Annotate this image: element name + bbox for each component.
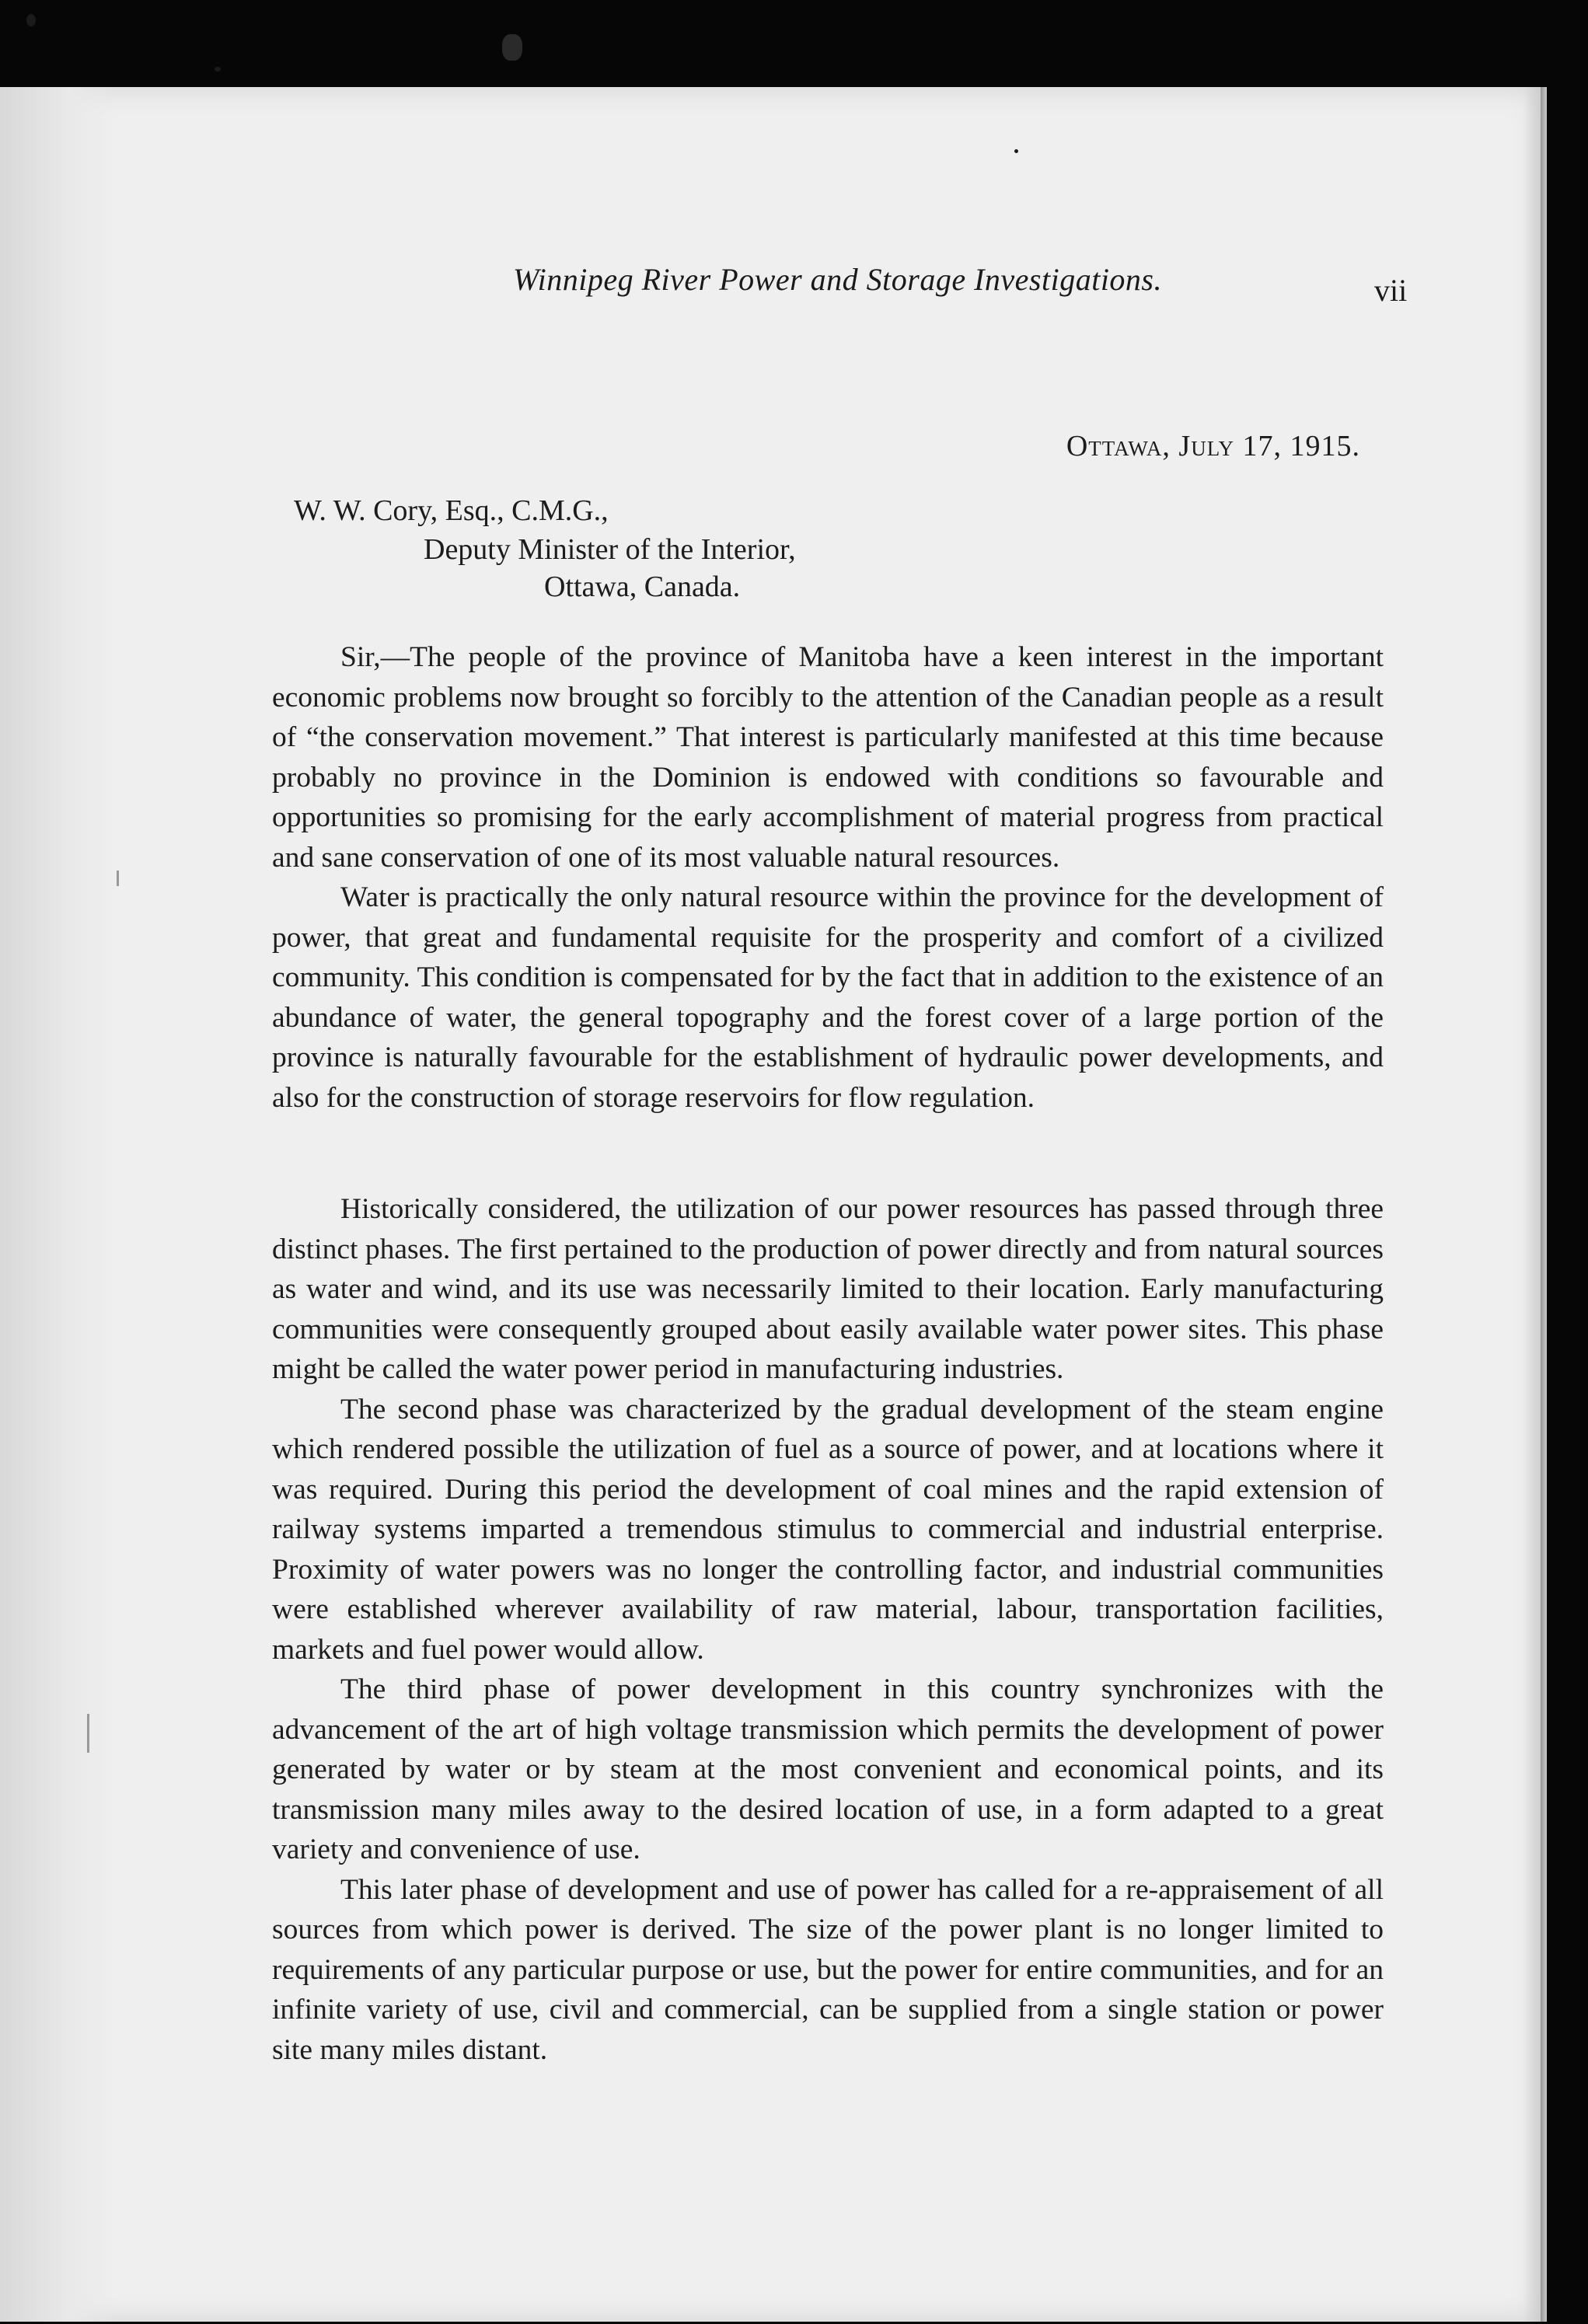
dateline: Ottawa, July 17, 1915. <box>1066 430 1360 462</box>
letter-body-lower <box>272 1189 1384 2070</box>
running-head: Winnipeg River Power and Storage Investigations. <box>513 262 1162 297</box>
letter-body-upper <box>272 637 1384 1118</box>
addressee-name: W. W. Cory, Esq., C.M.G., <box>294 494 609 527</box>
scan-artifact-blot <box>502 34 522 61</box>
margin-mark <box>117 871 119 886</box>
page-number: vii <box>1374 273 1408 308</box>
page-gutter-shadow <box>0 87 117 2322</box>
paragraph: The second phase was characterized by the gradual development of the steam engine which rendered possible the utilization of fuel as a source of power, and at locations where it was required. During this period the development of coal mines and the rapid extension of railway systems imparted a tremendous stimulus to commercial and industrial enterprise. Proximity of water powers was no longer the controlling factor, and industrial communities were established wherever availability of raw material, labour, transportation facilities, markets and fuel power would allow. <box>272 1393 1384 1666</box>
paragraph: The third phase of power development in this country synchronizes with the advancement of the art of high voltage transmission which permits the development of power generated by water or by steam at the most convenient and economical points, and its transmission many miles away to the desired location of use, in a form adapted to a great variety and convenience of use. <box>272 1673 1384 1865</box>
paragraph: Water is practically the only natural resource within the province for the development of power, that great and fundamental requisite for the prosperity and comfort of a civilized community. This condition is compensated for by the fact that in addition to the existence of an abundance of water, the general topography and the forest cover of a large portion of the province is naturally favourable for the establishment of hydraulic power developments, and also for the construction of storage reservoirs for flow regulation. <box>272 881 1384 1114</box>
scan-artifact-speck <box>215 67 221 72</box>
paragraph: This later phase of development and use of power has called for a re-appraisement of all sources from which power is derived. The size of the power plant is no longer limited to requirements of any particular purpose or use, but the power for entire communities, and for an infinite variety of use, civil and commercial, can be supplied from a single station or power site many miles distant. <box>272 1873 1384 2066</box>
page-speck <box>1014 149 1018 153</box>
scan-artifact-speck <box>26 14 36 26</box>
paragraph: Sir,—The people of the province of Manitoba have a keen interest in the important economic problems now brought so forcibly to the attention of the Canadian people as a result of “the conservation movement.” That interest is particularly manifested at this time because probably no province in the Dominion is endowed with conditions so favourable and opportunities so promising for the early accomplishment of material progress from practical and sane conservation of one of its most valuable natural resources. <box>272 641 1384 874</box>
margin-mark <box>87 1714 89 1753</box>
addressee-title: Deputy Minister of the Interior, <box>424 533 796 566</box>
addressee-location: Ottawa, Canada. <box>544 571 741 603</box>
page-edge-shadow <box>1523 87 1547 2322</box>
paragraph: Historically considered, the utilization of our power resources has passed through three distinct phases. The first pertained to the production of power directly and from natural sources as water and wind, and its use was necessarily limited to their location. Early manufacturing communities were consequently grouped about easily available water power sites. This phase might be called the water power period in manufacturing industries. <box>272 1193 1384 1385</box>
